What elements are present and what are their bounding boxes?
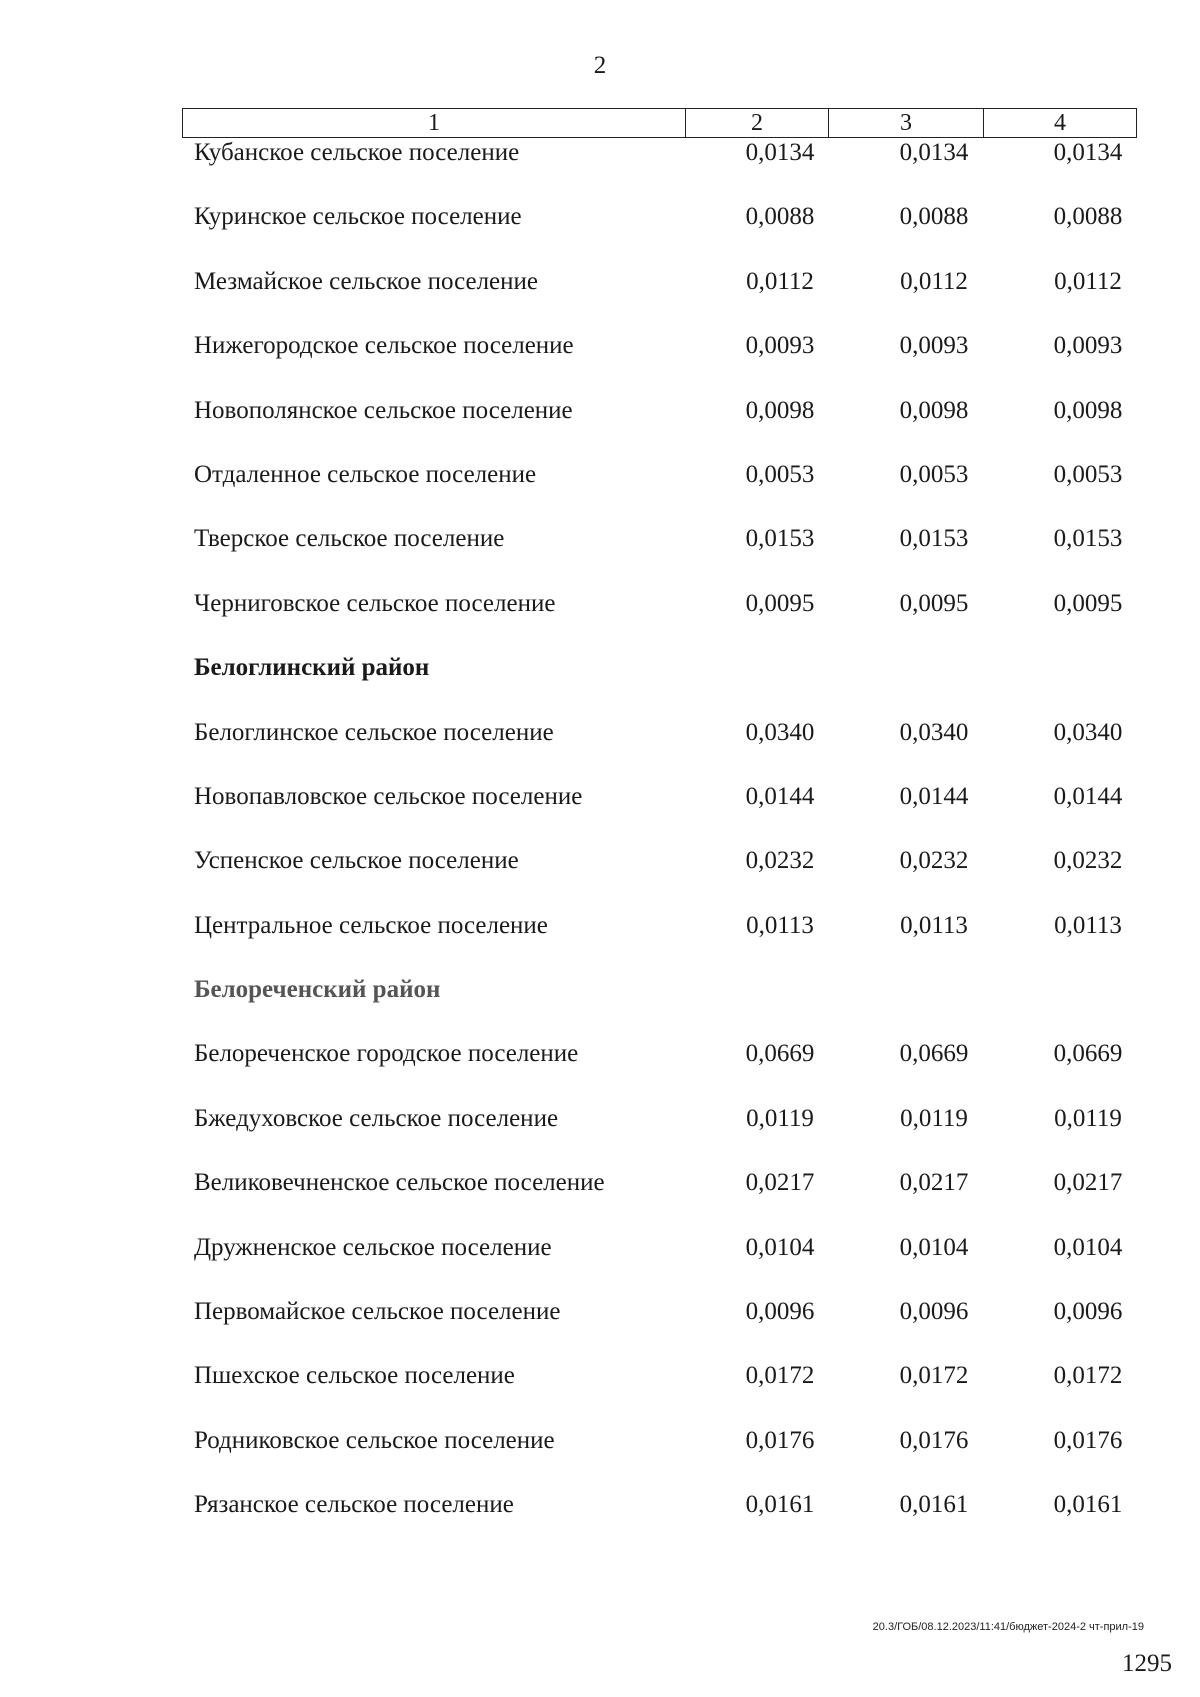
- value-col-2: 0,0134: [745, 139, 815, 166]
- page-number-top: 2: [593, 52, 607, 79]
- table-row: [0, 847, 1200, 911]
- value-col-3: 0,0144: [899, 782, 969, 810]
- table-row: [0, 1298, 1200, 1362]
- value-col-3: 0,0176: [899, 1426, 969, 1454]
- settlement-name: Новопавловское сельское поселение: [194, 782, 583, 810]
- table-row: [0, 397, 1200, 461]
- column-header-3: 3: [829, 109, 984, 137]
- value-col-2: 0,0095: [745, 589, 815, 617]
- settlement-name: Дружненское сельское поселение: [194, 1233, 552, 1261]
- document-code: 20.3/ГОБ/08.12.2023/11:41/бюджет-2024-2 чт-прил-19: [872, 1621, 1144, 1633]
- value-col-4: 0,0176: [1053, 1426, 1123, 1454]
- settlement-name: Центральное сельское поселение: [194, 911, 548, 939]
- value-col-2: 0,0053: [745, 460, 815, 488]
- settlement-name: Родниковское сельское поселение: [194, 1426, 555, 1454]
- table-row: [0, 461, 1200, 525]
- value-col-4: 0,0088: [1053, 203, 1123, 231]
- section-heading: Белоглинский район: [194, 654, 430, 682]
- table-row: [0, 590, 1200, 654]
- value-col-3: 0,0095: [899, 589, 969, 617]
- table-body: [0, 139, 1200, 1556]
- value-col-4: 0,0340: [1053, 718, 1123, 746]
- value-col-2: 0,0093: [745, 332, 815, 360]
- value-col-3: 0,0093: [899, 332, 969, 360]
- section-heading-row: [0, 976, 1200, 1040]
- settlement-name: Рязанское сельское поселение: [194, 1491, 514, 1519]
- value-col-4: 0,0217: [1053, 1169, 1123, 1197]
- table-row: [0, 719, 1200, 783]
- table-row: [0, 1169, 1200, 1233]
- value-col-4: 0,0144: [1053, 782, 1123, 810]
- settlement-name: Белоглинское сельское поселение: [194, 718, 554, 746]
- value-col-2: 0,0096: [745, 1298, 815, 1326]
- settlement-name: Нижегородское сельское поселение: [194, 332, 574, 360]
- value-col-3: 0,0161: [899, 1491, 969, 1519]
- settlement-name: Куринское сельское поселение: [194, 203, 522, 231]
- value-col-2: 0,0104: [745, 1233, 815, 1261]
- value-col-2: 0,0088: [745, 203, 815, 231]
- value-col-3: 0,0669: [899, 1040, 969, 1068]
- table-row: [0, 203, 1200, 267]
- value-col-2: 0,0098: [745, 396, 815, 424]
- settlement-name: Успенское сельское поселение: [194, 847, 519, 875]
- value-col-3: 0,0104: [899, 1233, 969, 1261]
- value-col-4: 0,0669: [1053, 1040, 1123, 1068]
- value-col-3: 0,0098: [899, 396, 969, 424]
- column-header-4: 4: [1054, 110, 1066, 136]
- table-row: [0, 783, 1200, 847]
- column-header-2: 2: [686, 109, 829, 137]
- value-col-4: 0,0119: [1054, 1104, 1122, 1132]
- table-row: [0, 525, 1200, 589]
- value-col-4: 0,0093: [1053, 332, 1123, 360]
- value-col-4: 0,0134: [1053, 139, 1123, 166]
- value-col-4: 0,0098: [1053, 396, 1123, 424]
- settlement-name: Первомайское сельское поселение: [194, 1298, 561, 1326]
- table-row: [0, 1105, 1200, 1169]
- value-col-4: 0,0112: [1054, 267, 1122, 295]
- value-col-3: 0,0232: [899, 847, 969, 875]
- settlement-name: Бжедуховское сельское поселение: [194, 1104, 559, 1132]
- value-col-3: 0,0172: [899, 1362, 969, 1390]
- table-row: [0, 1362, 1200, 1426]
- section-heading-row: [0, 654, 1200, 718]
- table-header: [182, 108, 1137, 138]
- settlement-name: Черниговское сельское поселение: [194, 589, 556, 617]
- value-col-2: 0,0113: [746, 911, 814, 939]
- settlement-name: Великовечненское сельское поселение: [194, 1169, 605, 1197]
- value-col-4: 0,0053: [1053, 460, 1123, 488]
- value-col-2: 0,0144: [745, 782, 815, 810]
- value-col-2: 0,0153: [745, 525, 815, 553]
- table-row: [0, 268, 1200, 332]
- value-col-2: 0,0340: [745, 718, 815, 746]
- table-row: [0, 1040, 1200, 1104]
- table-row: [0, 332, 1200, 396]
- value-col-4: 0,0096: [1053, 1298, 1123, 1326]
- table-row: [0, 912, 1200, 976]
- settlement-name: Пшехское сельское поселение: [194, 1362, 515, 1390]
- value-col-3: 0,0053: [899, 460, 969, 488]
- column-header-1: 1: [183, 109, 686, 137]
- section-heading: Белореченский район: [194, 976, 441, 1004]
- table-row: [0, 1427, 1200, 1491]
- value-col-3: 0,0113: [900, 911, 968, 939]
- value-col-2: 0,0172: [745, 1362, 815, 1390]
- value-col-3: 0,0119: [900, 1104, 968, 1132]
- value-col-2: 0,0112: [746, 267, 814, 295]
- table-row: [0, 139, 1200, 203]
- settlement-name: Отдаленное сельское поселение: [194, 460, 537, 488]
- value-col-4: 0,0232: [1053, 847, 1123, 875]
- value-col-3: 0,0112: [900, 267, 968, 295]
- settlement-name: Новополянское сельское поселение: [194, 396, 573, 424]
- value-col-3: 0,0340: [899, 718, 969, 746]
- value-col-3: 0,0134: [899, 139, 969, 166]
- value-col-3: 0,0096: [899, 1298, 969, 1326]
- value-col-4: 0,0113: [1054, 911, 1122, 939]
- value-col-2: 0,0119: [746, 1104, 814, 1132]
- settlement-name: Мезмайское сельское поселение: [194, 267, 538, 295]
- settlement-name: Кубанское сельское поселение: [194, 139, 520, 166]
- value-col-4: 0,0153: [1053, 525, 1123, 553]
- value-col-2: 0,0176: [745, 1426, 815, 1454]
- value-col-4: 0,0104: [1053, 1233, 1123, 1261]
- value-col-2: 0,0669: [745, 1040, 815, 1068]
- value-col-2: 0,0161: [745, 1491, 815, 1519]
- page-number-bottom: 1295: [1122, 1650, 1172, 1677]
- value-col-4: 0,0095: [1053, 589, 1123, 617]
- settlement-name: Тверское сельское поселение: [194, 525, 505, 553]
- value-col-4: 0,0172: [1053, 1362, 1123, 1390]
- value-col-3: 0,0088: [899, 203, 969, 231]
- settlement-name: Белореченское городское поселение: [194, 1040, 579, 1068]
- table-row: [0, 1234, 1200, 1298]
- value-col-2: 0,0232: [745, 847, 815, 875]
- table-row: [0, 1491, 1200, 1555]
- value-col-2: 0,0217: [745, 1169, 815, 1197]
- value-col-4: 0,0161: [1053, 1491, 1123, 1519]
- value-col-3: 0,0217: [899, 1169, 969, 1197]
- value-col-3: 0,0153: [899, 525, 969, 553]
